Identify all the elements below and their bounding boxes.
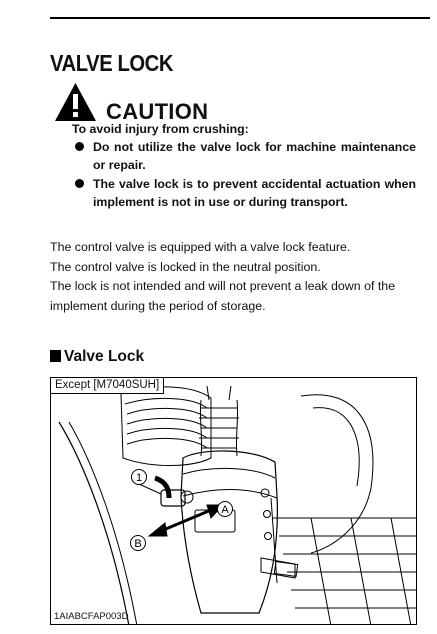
callout-1-label: 1 (135, 472, 143, 484)
bullet-icon (75, 142, 84, 151)
bullet-icon (75, 179, 84, 188)
section-heading (50, 348, 144, 366)
caution-bullet-list (72, 138, 416, 212)
caution-heading: CAUTION (106, 99, 209, 124)
callout-b-label: B (134, 538, 142, 550)
figure-code: 1AIABCFAP003D (54, 611, 129, 622)
warning-triangle-icon (54, 82, 97, 122)
figure-model-label: Except [M7040SUH] (51, 378, 164, 394)
body-paragraph: The lock is not intended and will not prevent a leak down of the implement during the period of storage. (50, 279, 396, 313)
caution-bullet-text: Do not utilize the valve lock for machine maintenance or repair. (93, 140, 416, 172)
valve-lock-figure (50, 377, 417, 625)
body-text (50, 238, 416, 316)
square-bullet-icon (50, 350, 61, 362)
body-paragraph: The control valve is equipped with a valve lock feature. (50, 240, 351, 254)
callout-a-label: A (221, 504, 229, 516)
caution-bullet-item (72, 138, 416, 174)
caution-lead-text: To avoid injury from crushing: (72, 122, 249, 136)
caution-bullet-text: The valve lock is to prevent accidental actuation when implement is not in use or during transport. (93, 177, 416, 209)
top-rule (50, 17, 430, 19)
caution-bullet-item (72, 175, 416, 211)
page-title: VALVE LOCK (50, 50, 174, 76)
body-paragraph: The control valve is locked in the neutral position. (50, 259, 321, 274)
section-heading-text: Valve Lock (64, 348, 145, 365)
valve-lock-illustration (51, 378, 417, 625)
